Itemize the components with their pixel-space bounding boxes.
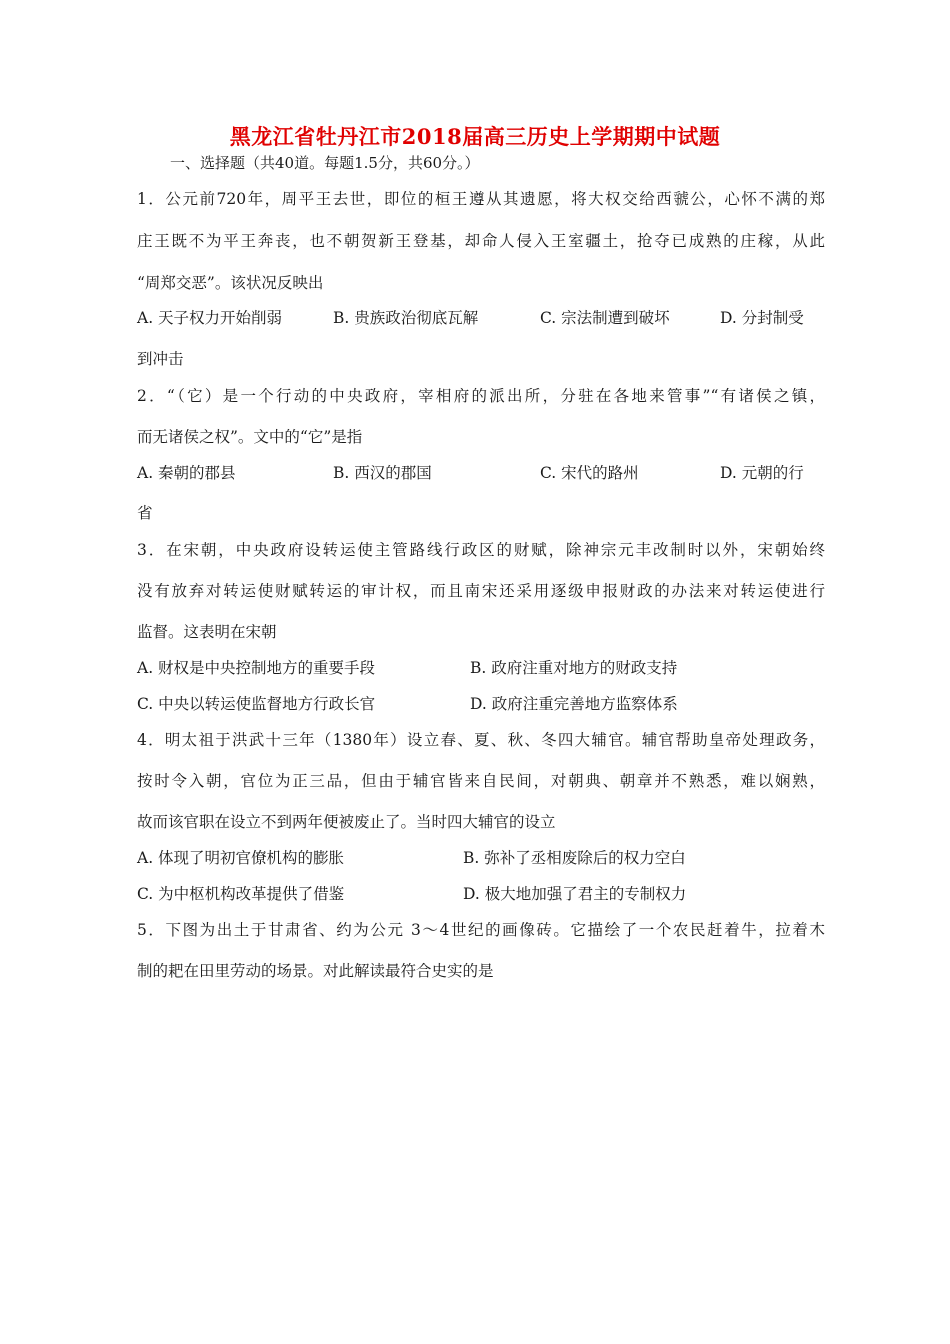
question-3-line-2: 没有放弃对转运使财赋转运的审计权，而且南宋还采用逐级申报财政的办法来对转运使进行: [137, 582, 825, 600]
question-5-line-1: 5．下图为出土于甘肃省、约为公元 3～4世纪的画像砖。它描绘了一个农民赶着牛，拉着木: [137, 921, 825, 939]
question-3-option-c: C. 中央以转运使监督地方行政长官: [137, 695, 376, 713]
question-2-option-c: C. 宋代的路州: [540, 464, 639, 482]
question-2-line-1: 2．“（它）是一个行动的中央政府，宰相府的派出所，分驻在各地来管事”“有诸侯之镇，: [137, 387, 825, 405]
question-3-line-3: 监督。这表明在宋朝: [137, 623, 277, 641]
question-1-option-c: C. 宗法制遭到破坏: [540, 309, 670, 327]
document-title: 黑龙江省牡丹江市2018届高三历史上学期期中试题: [229, 124, 721, 149]
question-3-line-1: 3．在宋朝，中央政府设转运使主管路线行政区的财赋，除神宗元丰改制时以外，宋朝始终: [137, 541, 825, 559]
question-2-option-d-wrap: 省: [137, 504, 153, 522]
question-3-option-b: B. 政府注重对地方的财政支持: [470, 659, 678, 677]
question-4-option-d: D. 极大地加强了君主的专制权力: [463, 885, 687, 903]
question-1-option-b: B. 贵族政治彻底瓦解: [333, 309, 479, 327]
question-4-option-b: B. 弥补了丞相废除后的权力空白: [463, 849, 686, 867]
question-5-line-2: 制的耙在田里劳动的场景。对此解读最符合史实的是: [137, 962, 494, 980]
question-3-option-d: D. 政府注重完善地方监察体系: [470, 695, 678, 713]
question-3-option-a: A. 财权是中央控制地方的重要手段: [137, 659, 376, 677]
question-4-line-2: 按时令入朝，官位为正三品，但由于辅官皆来自民间，对朝典、朝章并不熟悉，难以娴熟，: [137, 772, 825, 790]
question-4-line-1: 4．明太祖于洪武十三年（1380年）设立春、夏、秋、冬四大辅官。辅官帮助皇帝处理政务，: [137, 731, 825, 749]
question-1-line-3: “周郑交恶”。该状况反映出: [137, 274, 324, 292]
question-2-line-2: 而无诸侯之权”。文中的“它”是指: [137, 428, 363, 446]
question-1-option-d-wrap: 到冲击: [137, 350, 184, 368]
question-2-option-b: B. 西汉的郡国: [333, 464, 432, 482]
question-1-option-d: D. 分封制受: [720, 309, 804, 327]
question-4-option-a: A. 体现了明初官僚机构的膨胀: [137, 849, 345, 867]
question-2-option-a: A. 秦朝的郡县: [137, 464, 236, 482]
question-2-option-d: D. 元朝的行: [720, 464, 804, 482]
question-1-option-a: A. 天子权力开始削弱: [137, 309, 283, 327]
question-1-line-2: 庄王既不为平王奔丧，也不朝贺新王登基，却命人侵入王室疆土，抢夺已成熟的庄稼，从此: [137, 232, 825, 250]
question-4-option-c: C. 为中枢机构改革提供了借鉴: [137, 885, 345, 903]
question-1-line-1: 1．公元前720年，周平王去世，即位的桓王遵从其遗愿，将大权交给西虢公，心怀不满的郑: [137, 190, 825, 208]
section-heading: 一、选择题（共40道。每题1.5分，共60分。）: [170, 154, 480, 172]
question-4-line-3: 故而该官职在设立不到两年便被废止了。当时四大辅官的设立: [137, 813, 556, 831]
